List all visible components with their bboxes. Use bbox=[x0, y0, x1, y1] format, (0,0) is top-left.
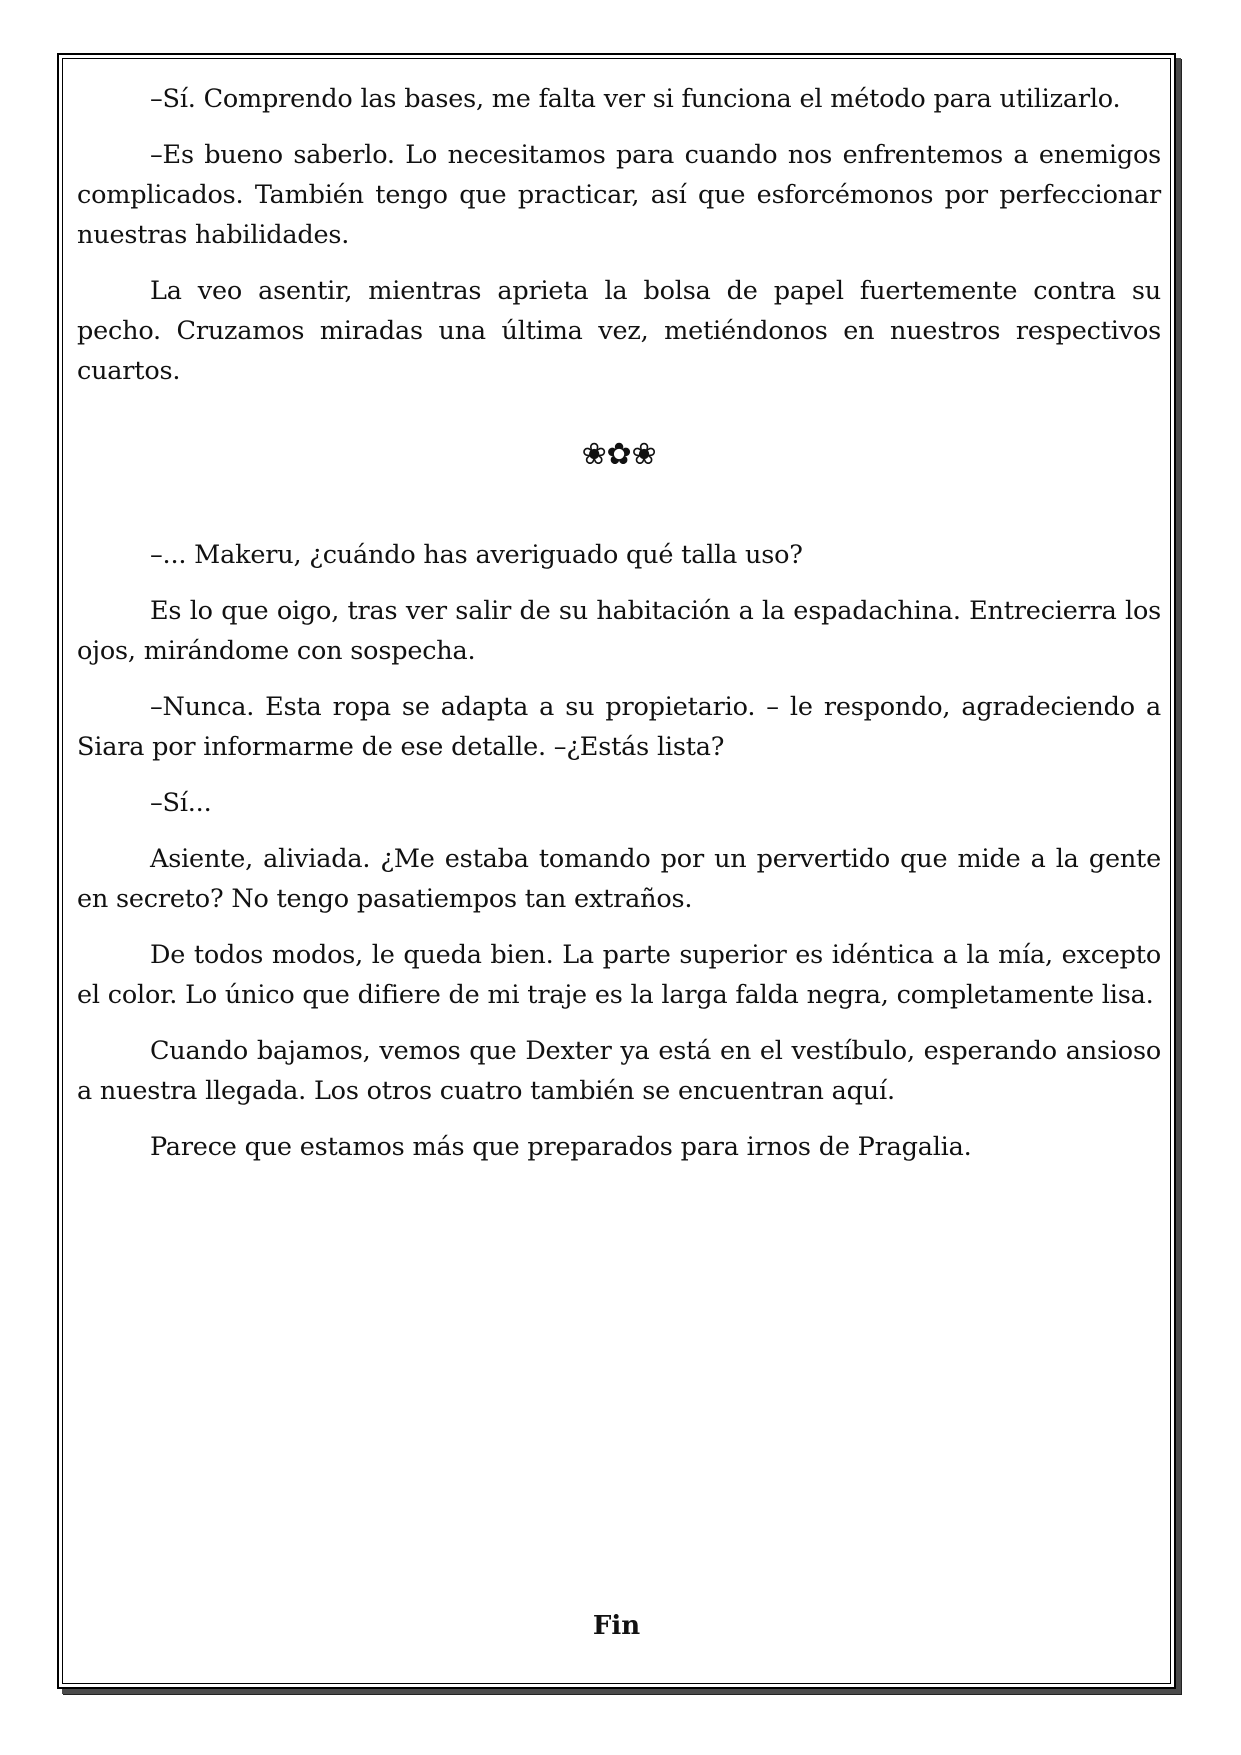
page-body bbox=[77, 79, 1161, 1183]
paragraph: –Es bueno saberlo. Lo necesitamos para cuando nos enfrentemos a enemigos complicados. También tengo que practicar, así que esforcémonos por perfeccionar nuestras habilidades. bbox=[77, 140, 1161, 250]
paragraph: –Nunca. Esta ropa se adapta a su propietario. – le respondo, agradeciendo a Siara por informarme de ese detalle. –¿Estás lista? bbox=[77, 692, 1161, 762]
paragraph: De todos modos, le queda bien. La parte superior es idéntica a la mía, excepto el color. Lo único que difiere de mi traje es la larga falda negra, completamente lisa. bbox=[77, 940, 1161, 1010]
page-frame bbox=[57, 53, 1176, 1689]
paragraph: –Sí... bbox=[150, 788, 212, 818]
end-label: Fin bbox=[592, 1611, 641, 1641]
paragraph: Cuando bajamos, vemos que Dexter ya está en el vestíbulo, esperando ansioso a nuestra llegada. Los otros cuatro también se encuentran aquí. bbox=[77, 1036, 1161, 1106]
paragraph: –Sí. Comprendo las bases, me falta ver si funciona el método para utilizarlo. bbox=[150, 84, 1121, 114]
paragraph: La veo asentir, mientras aprieta la bolsa de papel fuertemente contra su pecho. Cruzamos miradas una última vez, metiéndonos en nuestros respectivos cuartos. bbox=[77, 276, 1161, 386]
flower-outline-icon: ❀ bbox=[581, 437, 607, 472]
flower-outline-icon: ❀ bbox=[631, 437, 657, 472]
paragraph: –... Makeru, ¿cuándo has averiguado qué talla uso? bbox=[150, 540, 803, 570]
scene-separator bbox=[77, 435, 1161, 475]
flower-solid-icon: ✿ bbox=[606, 437, 632, 472]
paragraph: Parece que estamos más que preparados para irnos de Pragalia. bbox=[150, 1132, 972, 1162]
paragraph: Asiente, aliviada. ¿Me estaba tomando por un pervertido que mide a la gente en secreto? No tengo pasatiempos tan extraños. bbox=[77, 844, 1161, 914]
paragraph: Es lo que oigo, tras ver salir de su habitación a la espadachina. Entrecierra los ojos, mirándome con sospecha. bbox=[77, 596, 1161, 666]
